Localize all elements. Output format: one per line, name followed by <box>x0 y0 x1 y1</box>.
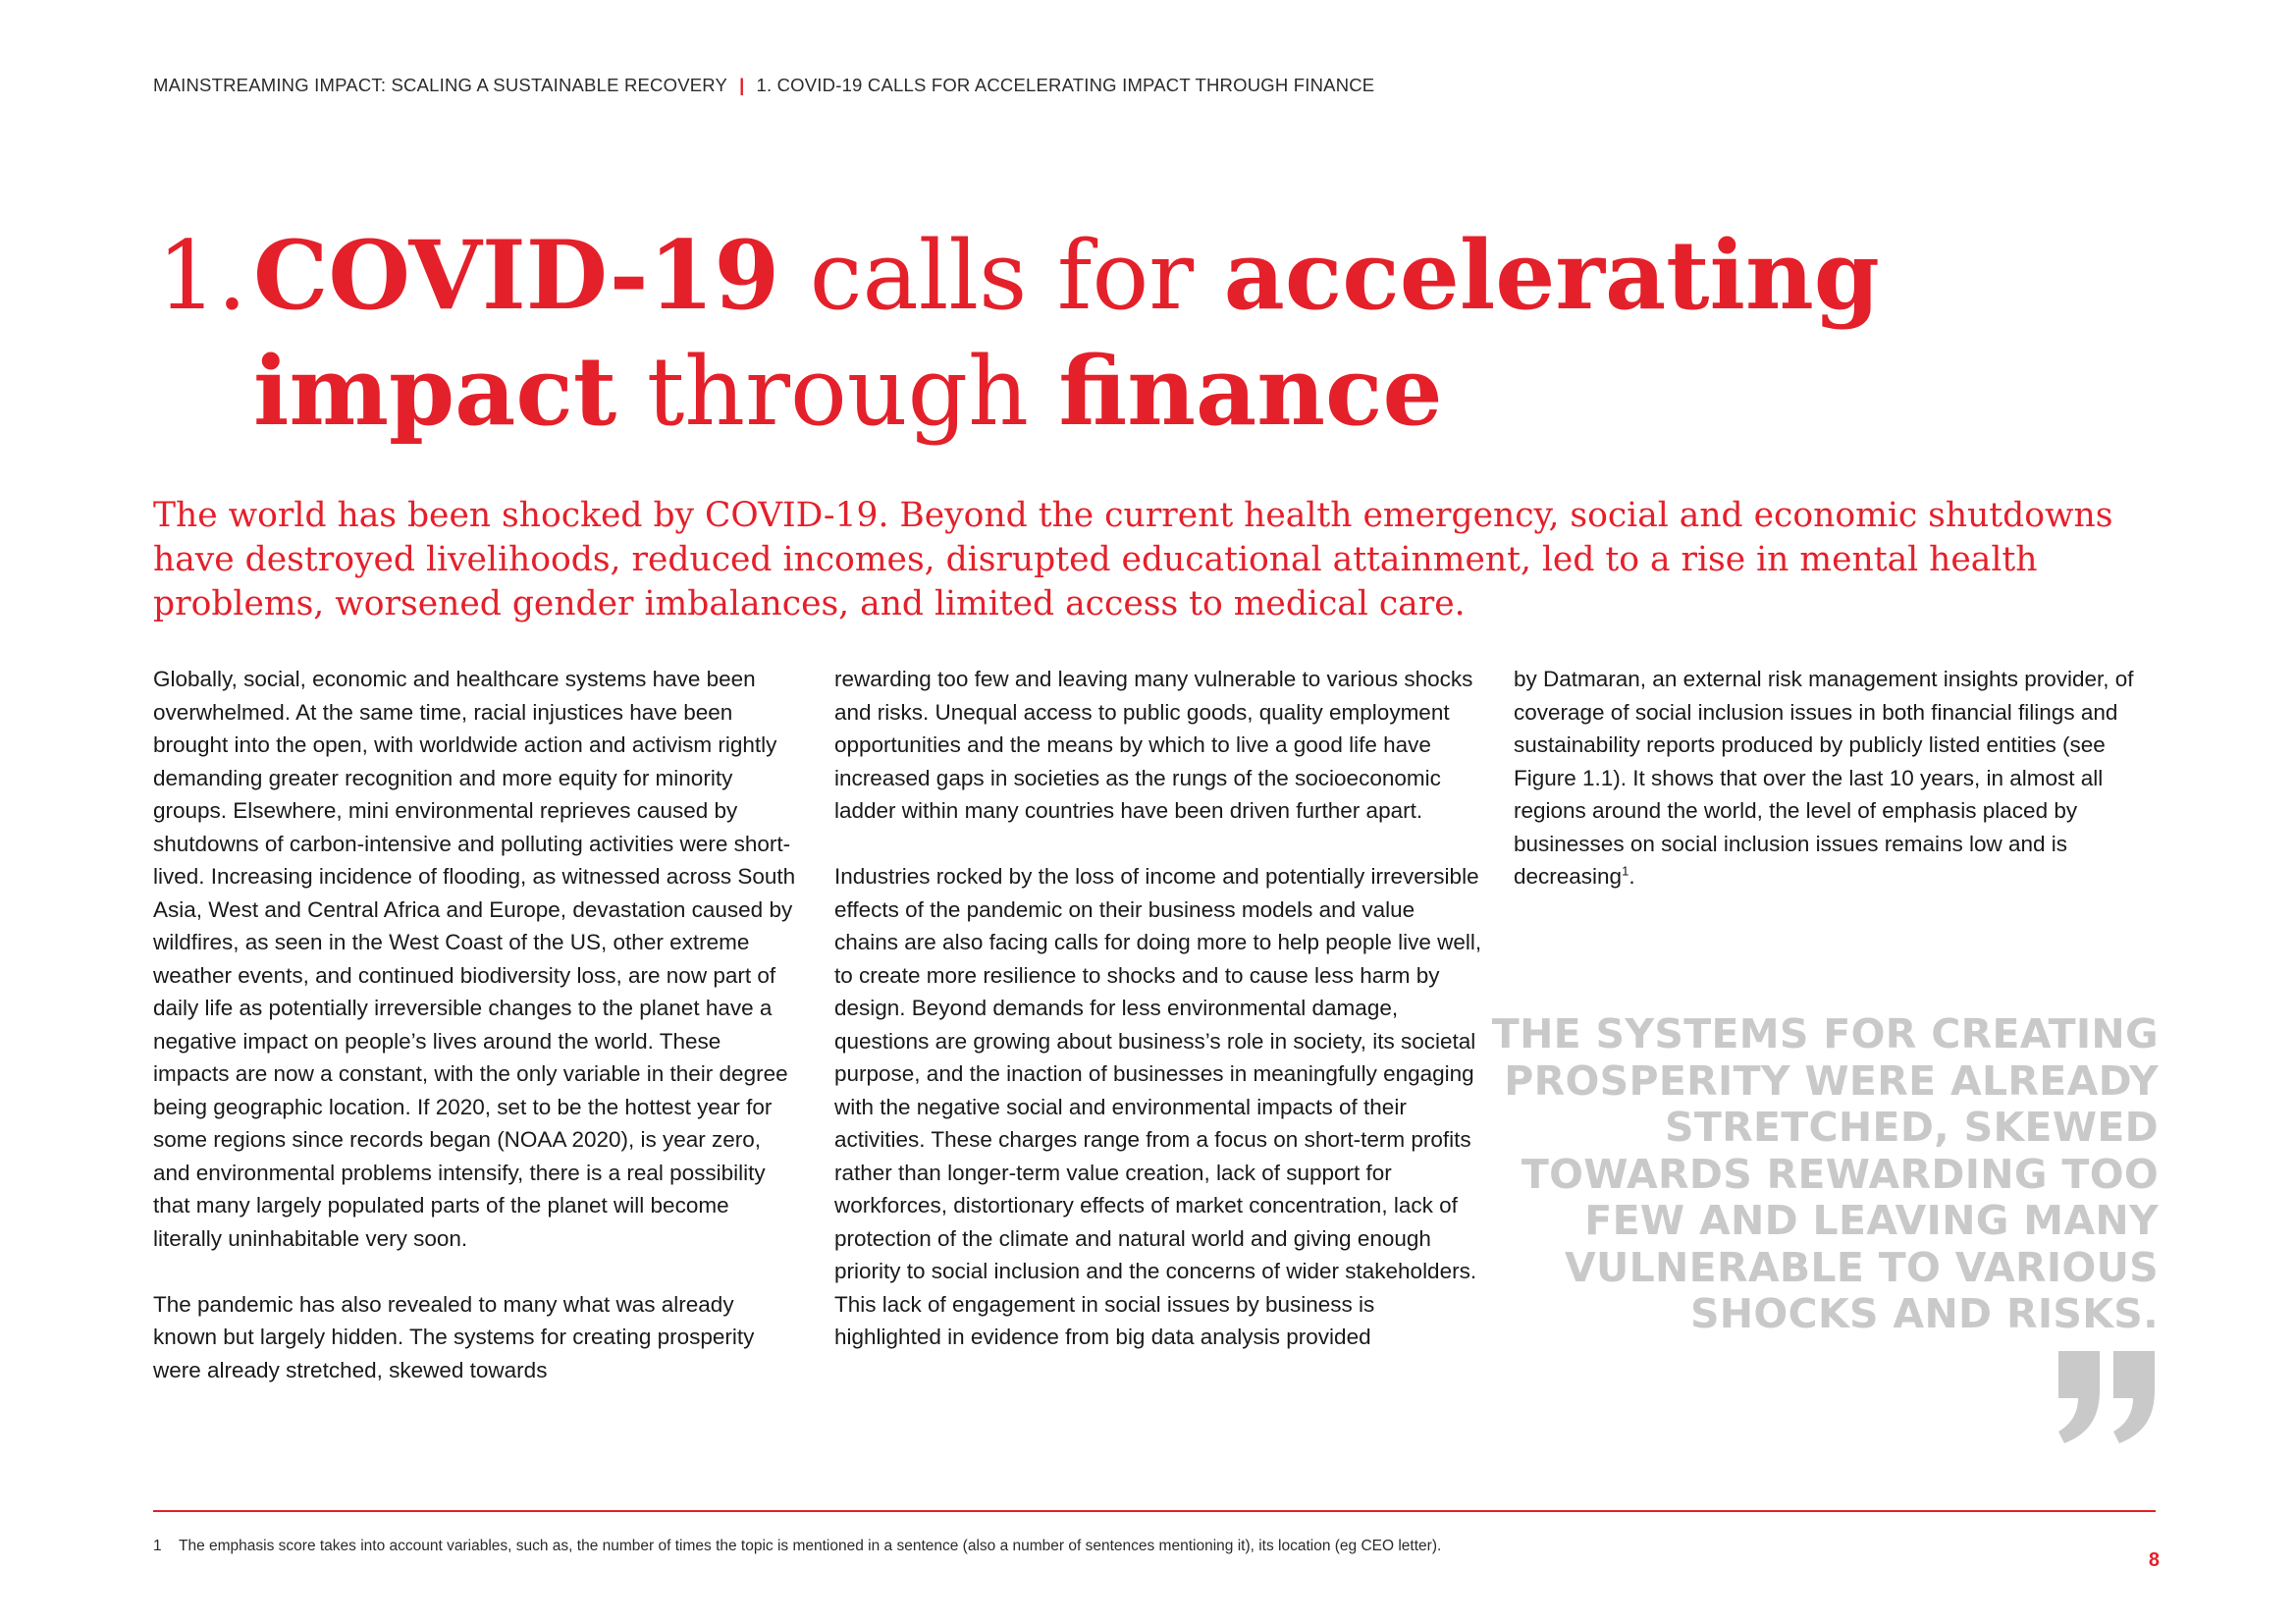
header-section: 1. COVID-19 CALLS FOR ACCELERATING IMPACT THROUGH FINANCE <box>756 75 1375 95</box>
closing-quote-icon <box>2056 1347 2159 1445</box>
body-paragraph: The pandemic has also revealed to many what was already known but largely hidden. The systems for creating prosperity were already stretched, skewed towards <box>153 1291 755 1382</box>
pull-quote: THE SYSTEMS FOR CREATING PROSPERITY WERE ALREADY STRETCHED, SKEWED TOWARDS REWARDING TOO FEW AND LEAVING MANY VULNERABLE TO VARIOUS SHOCKS AND RISKS. <box>1491 1010 2159 1337</box>
body-paragraph-text: by Datmaran, an external risk management insights provider, of coverage of social inclusion issues in both financial filings and sustainability reports produced by publicly listed entities (see Figure 1.1). It shows that over the last 10 years, in almost all regions around the world, the level of emphasis placed by businesses on social inclusion issues remains low and is decreasing <box>1514 667 2134 889</box>
page-number: 8 <box>2148 1549 2160 1571</box>
title-number: 1. <box>157 221 247 331</box>
footer-divider <box>153 1510 2156 1512</box>
quote-mark-right <box>2113 1351 2155 1443</box>
header-separator: | <box>739 75 745 95</box>
body-column-3 <box>1514 663 2162 926</box>
body-paragraph: Globally, social, economic and healthcare systems have been overwhelmed. At the same time, racial injustices have been brought into the open, with worldwide action and activism rightly demanding greater recognition and more equity for minority groups. Elsewhere, mini environmental reprieves caused by shutdowns of carbon-intensive and polluting activities were short-lived. Increasing incidence of flooding, as witnessed across South Asia, West and Central Africa and Europe, devastation caused by wildfires, as seen in the West Coast of the US, other extreme weather events, and continued biodiversity loss, are now part of daily life as potentially irreversible changes to the planet have a negative impact on people’s lives around the world. These impacts are now a constant, with the only variable in their degree being geographic location. If 2020, set to be the hottest year for some regions since records began (NOAA 2020), is year zero, and environmental problems intensify, there is a real possibility that many largely populated parts of the planet will become literally uninhabitable very soon. <box>153 667 796 1251</box>
header-publication: MAINSTREAMING IMPACT: SCALING A SUSTAINABLE RECOVERY <box>153 75 728 95</box>
body-paragraph <box>1514 663 2162 893</box>
title-bold-impact: impact <box>253 336 617 447</box>
footnote-text: The emphasis score takes into account variables, such as, the number of times the topic is mentioned in a sentence (also a number of sentences mentioning it), its location (eg CEO letter). <box>179 1538 1442 1554</box>
title-bold-accelerating: accelerating <box>1223 220 1880 331</box>
body-column-1 <box>153 663 801 1420</box>
title-light-through: through <box>616 337 1059 447</box>
title-light-calls-for: calls for <box>779 221 1224 331</box>
footnote-reference[interactable]: 1 <box>1622 863 1629 879</box>
title-bold-finance: finance <box>1058 336 1443 447</box>
body-column-2 <box>834 663 1482 1386</box>
footnote-number: 1 <box>153 1538 162 1554</box>
running-header <box>153 75 1374 96</box>
quote-mark-left <box>2058 1351 2100 1443</box>
title-bold-covid: COVID-19 <box>253 220 780 331</box>
body-paragraph: Industries rocked by the loss of income and potentially irreversible effects of the pandemic on their business models and value chains are also facing calls for doing more to help people live well, to create more resilience to shocks and to cause less harm by design. Beyond demands for less environmental damage, questions are growing about business’s role in society, its societal purpose, and the inaction of businesses in meaningfully engaging with the negative social and environmental impacts of their activities. These charges range from a focus on short-term profits rather than longer-term value creation, lack of support for workforces, distortionary effects of market concentration, lack of protection of the climate and natural world and giving enough priority to social inclusion and the concerns of wider stakeholders. This lack of engagement in social issues by business is highlighted in evidence from big data analysis provided <box>834 864 1482 1349</box>
lead-paragraph: The world has been shocked by COVID-19. Beyond the current health emergency, social and economic shutdowns have destroyed livelihoods, reduced incomes, disrupted educational attainment, led to a rise in mental health problems, worsened gender imbalances, and limited access to medical care. <box>153 496 2113 623</box>
body-paragraph-end: . <box>1629 864 1635 889</box>
footnote <box>153 1538 2018 1555</box>
body-paragraph: rewarding too few and leaving many vulnerable to various shocks and risks. Unequal access to public goods, quality employment opportunities and the means by which to live a good life have increased gaps in societies as the rungs of the socioeconomic ladder within many countries have been driven further apart. <box>834 667 1473 823</box>
page-title <box>157 218 1880 450</box>
